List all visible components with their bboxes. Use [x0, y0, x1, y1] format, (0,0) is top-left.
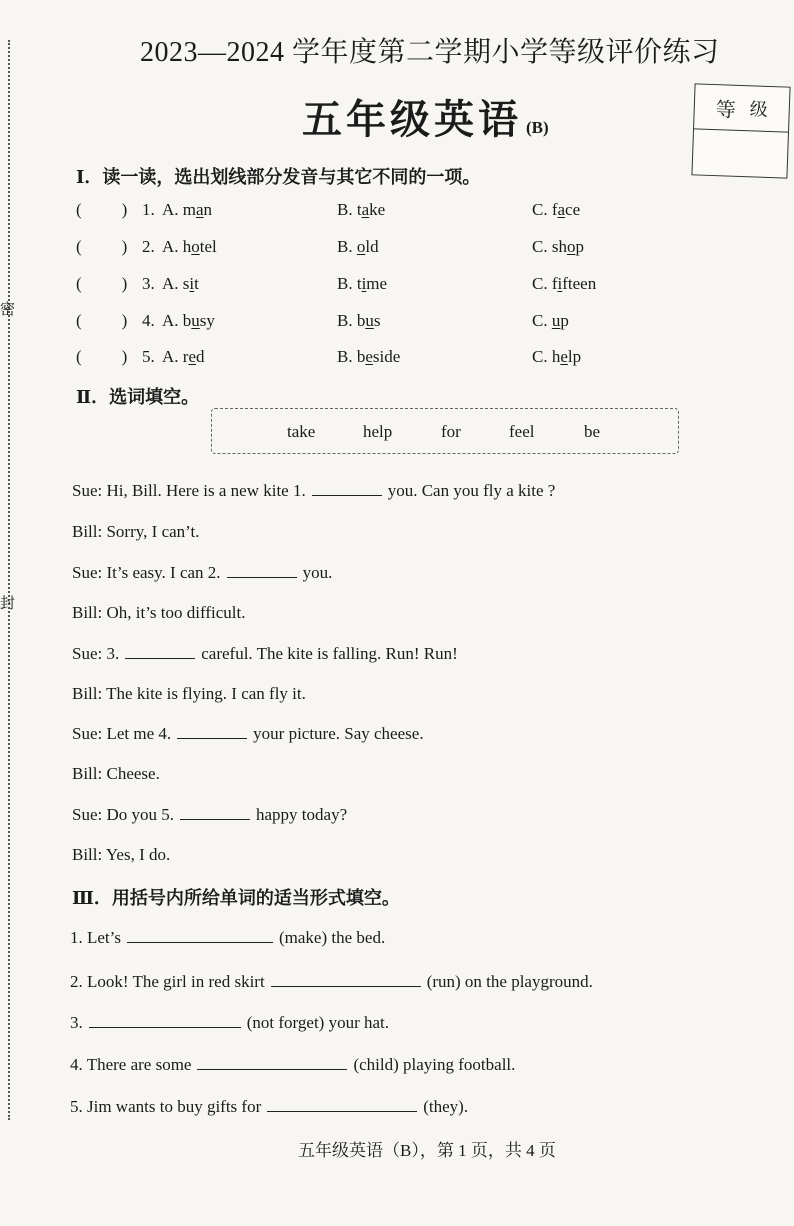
option-c: [532, 200, 580, 220]
answer-paren[interactable]: [76, 200, 138, 220]
dialogue-text: happy today?: [256, 805, 348, 824]
paren-close: ): [121, 237, 128, 256]
underlined-letters: e: [365, 347, 373, 366]
option-text: B. t: [337, 274, 362, 293]
underlined-letters: o: [191, 237, 200, 256]
option-text: C. h: [532, 347, 561, 366]
question-row: [76, 274, 636, 296]
underlined-letters: a: [557, 200, 566, 219]
option-text: B. b: [337, 311, 366, 330]
word-bank-item: help: [363, 422, 393, 441]
dialogue-text: Bill: The kite is flying. I can fly it.: [72, 684, 306, 703]
option-c: [532, 347, 581, 367]
underlined-letters: e: [560, 347, 568, 366]
option-a: [162, 237, 217, 257]
question-number: 3.: [142, 274, 155, 293]
paren-close: ): [121, 274, 128, 293]
option-text: p: [560, 311, 569, 330]
page-footer: 五年级英语（B），第 1 页，共 4 页: [298, 1141, 556, 1160]
page-subtitle: 五年级英语 (B): [302, 97, 549, 142]
option-text: C. f: [532, 200, 558, 219]
answer-blank[interactable]: [271, 972, 421, 987]
dialogue-line: [72, 845, 170, 865]
option-text: tel: [199, 237, 217, 256]
option-b: [337, 200, 385, 220]
item-text: (child) playing football.: [353, 1055, 516, 1074]
option-b: [337, 311, 380, 331]
fill-item: [70, 1055, 515, 1075]
option-text: lp: [567, 347, 582, 366]
item-text: 4. There are some: [70, 1055, 192, 1074]
option-a: [162, 347, 205, 367]
word-bank-item: feel: [509, 422, 535, 441]
dialogue-text: Bill: Oh, it’s too difficult.: [72, 603, 246, 622]
underlined-letters: u: [191, 311, 200, 330]
option-text: p: [575, 237, 584, 256]
grade-label: 级: [749, 99, 769, 120]
section-heading: Ⅱ．选词填空。: [76, 387, 200, 407]
question-row: [76, 237, 636, 259]
option-text: ke: [369, 200, 386, 219]
question-row: [76, 200, 636, 222]
option-a: [162, 274, 199, 294]
item-text: 5. Jim wants to buy gifts for: [70, 1097, 262, 1116]
fill-item: [70, 1097, 468, 1117]
fill-item: [70, 972, 593, 992]
option-text: A. h: [162, 237, 192, 256]
underlined-letters: e: [188, 347, 196, 366]
option-text: A. m: [162, 200, 196, 219]
word-bank: [211, 408, 679, 454]
answer-blank[interactable]: [127, 928, 273, 943]
paren-open: (: [76, 311, 82, 330]
question-row: [76, 347, 636, 369]
page-title: 2023—2024 学年度第二学期小学等级评价练习: [140, 37, 720, 68]
question-number: 2.: [142, 237, 155, 256]
answer-blank[interactable]: [267, 1097, 417, 1112]
option-text: fteen: [562, 274, 597, 293]
dialogue-text: you. Can you fly a kite ?: [387, 481, 556, 500]
option-text: B. t: [337, 200, 362, 219]
item-text: (they).: [423, 1097, 469, 1116]
dialogue-text: Sue: Do you 5.: [72, 805, 174, 824]
version-label: (B): [526, 118, 549, 137]
grade-box: [691, 83, 790, 178]
dialogue-text: Sue: 3.: [72, 644, 120, 663]
option-a: [162, 200, 212, 220]
word-bank-item: take: [287, 422, 316, 441]
answer-paren[interactable]: [76, 237, 138, 257]
dialogue-line: [72, 563, 332, 583]
option-b: [337, 237, 379, 257]
question-row: [76, 311, 636, 333]
dialogue-text: your picture. Say cheese.: [253, 724, 424, 743]
option-text: A. s: [162, 274, 190, 293]
paren-close: ): [121, 200, 128, 219]
dialogue-line: [72, 522, 199, 542]
option-b: [337, 347, 400, 367]
option-text: me: [366, 274, 388, 293]
answer-blank[interactable]: [312, 481, 382, 496]
paren-open: (: [76, 347, 82, 366]
option-text: B.: [337, 237, 357, 256]
option-text: n: [203, 200, 213, 219]
option-c: [532, 237, 584, 257]
dialogue-line: [72, 684, 306, 704]
option-text: A. r: [162, 347, 189, 366]
answer-blank[interactable]: [125, 644, 195, 659]
underlined-letters: i: [189, 274, 195, 293]
underlined-letters: o: [566, 237, 576, 256]
fill-item: [70, 928, 385, 948]
question-number: 5.: [142, 347, 155, 366]
dialogue-line: [72, 603, 245, 623]
paren-open: (: [76, 200, 82, 219]
answer-blank[interactable]: [89, 1013, 241, 1028]
paren-open: (: [76, 237, 82, 256]
question-number: 1.: [142, 200, 155, 219]
item-text: 2. Look! The girl in red skirt: [70, 972, 265, 991]
answer-blank[interactable]: [197, 1055, 347, 1070]
dialogue-line: [72, 764, 160, 784]
option-text: A. b: [162, 311, 192, 330]
answer-blank[interactable]: [227, 563, 297, 578]
option-text: C.: [532, 311, 552, 330]
binding-dotted-line: [8, 40, 10, 1120]
section-heading: Ⅲ．用括号内所给单词的适当形式填空。: [72, 888, 400, 908]
dialogue-text: Bill: Sorry, I can’t.: [72, 522, 200, 541]
answer-paren[interactable]: [76, 274, 138, 294]
item-text: 1. Let’s: [70, 928, 121, 947]
margin-seal-char: 密: [0, 302, 16, 318]
item-text: (make) the bed.: [279, 928, 386, 947]
fill-item: [70, 1013, 389, 1033]
section-heading: Ⅰ．读一读，选出划线部分发音与其它不同的一项。: [76, 167, 481, 187]
underlined-letters: u: [365, 311, 374, 330]
option-text: ce: [565, 200, 581, 219]
dialogue-line: [72, 724, 424, 744]
underlined-letters: i: [557, 274, 563, 293]
paren-close: ): [121, 347, 128, 366]
answer-paren[interactable]: [76, 311, 138, 331]
option-text: side: [372, 347, 401, 366]
option-c: [532, 274, 596, 294]
option-text: C. f: [532, 274, 558, 293]
option-text: d: [196, 347, 205, 366]
dialogue-text: you.: [302, 563, 333, 582]
underlined-letters: o: [356, 237, 366, 256]
answer-blank[interactable]: [180, 805, 250, 820]
answer-blank[interactable]: [177, 724, 247, 739]
dialogue-line: [72, 481, 555, 501]
option-c: [532, 311, 569, 331]
option-text: B. b: [337, 347, 366, 366]
paren-open: (: [76, 274, 82, 293]
option-text: sy: [199, 311, 215, 330]
option-text: C. sh: [532, 237, 567, 256]
question-number: 4.: [142, 311, 155, 330]
option-text: s: [373, 311, 381, 330]
dialogue-line: [72, 805, 347, 825]
dialogue-line: [72, 644, 458, 664]
option-b: [337, 274, 387, 294]
dialogue-text: Bill: Yes, I do.: [72, 845, 171, 864]
underlined-letters: a: [196, 200, 204, 219]
word-bank-item: for: [441, 422, 461, 441]
underlined-letters: i: [361, 274, 367, 293]
underlined-letters: u: [551, 311, 561, 330]
dialogue-text: Sue: Hi, Bill. Here is a new kite 1.: [72, 481, 306, 500]
dialogue-text: careful. The kite is falling. Run! Run!: [201, 644, 458, 663]
grade-label: 等: [715, 98, 737, 122]
margin-seal-char: 封: [0, 596, 16, 612]
item-text: 3.: [70, 1013, 83, 1032]
item-text: (not forget) your hat.: [246, 1013, 390, 1032]
option-text: t: [194, 274, 199, 293]
item-text: (run) on the playground.: [426, 972, 593, 991]
option-text: ld: [365, 237, 379, 256]
paren-close: ): [121, 311, 128, 330]
answer-paren[interactable]: [76, 347, 138, 367]
dialogue-text: Bill: Cheese.: [72, 764, 160, 783]
dialogue-text: Sue: Let me 4.: [72, 724, 172, 743]
word-bank-item: be: [584, 422, 601, 441]
option-a: [162, 311, 215, 331]
dialogue-text: Sue: It’s easy. I can 2.: [72, 563, 221, 582]
underlined-letters: a: [361, 200, 370, 219]
